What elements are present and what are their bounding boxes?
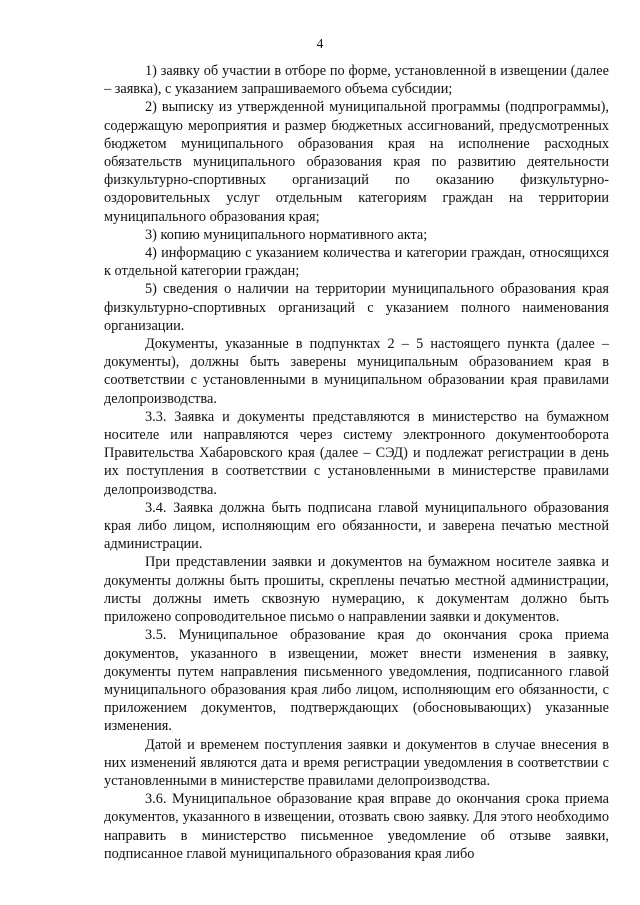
- paragraph-item-1: 1) заявку об участии в отборе по форме, установленной в извещении (далее – заявка), с указанием запрашиваемого объема субсидии;: [104, 63, 609, 98]
- paragraph-item-2: 2) выписку из утвержденной муниципальной программы (подпрограммы), содержащую мероприятия и размер бюджетных ассигнований, предусмотренных бюджетом муниципального образования края на исполнение расходных обязательств муниципального образования края по развитию деятельности физкультурно-спортивных организаций по оказанию физкультурно-оздоровительных услуг отдельным категориям граждан на территории муниципального образования края;: [104, 99, 609, 225]
- paragraph-item-4: 4) информацию с указанием количества и категории граждан, относящихся к отдельной категории граждан;: [104, 245, 609, 280]
- paragraph-3-6: 3.6. Муниципальное образование края вправе до окончания срока приема документов, указанного в извещении, отозвать свою заявку. Для этого необходимо направить в министерство письменное уведомление об отзыве заявки, подписанное главой муниципального образования края либо: [104, 791, 609, 862]
- paragraph-3-3: 3.3. Заявка и документы представляются в министерство на бумажном носителе или направляются через систему электронного документооборота Правительства Хабаровского края (далее – СЭД) и подлежат регистрации в день их поступления в соответствии с установленными в министерстве правилами делопроизводства.: [104, 408, 609, 498]
- paragraph-3-4: 3.4. Заявка должна быть подписана главой муниципального образования края либо лицом, исполняющим его обязанности, и заверена печатью местной администрации.: [104, 499, 609, 553]
- paragraph-item-5: 5) сведения о наличии на территории муниципального образования края физкультурно-спортивных организаций с указанием полного наименования организации.: [104, 281, 609, 334]
- paragraph-receipt-date: Датой и временем поступления заявки и документов в случае внесения в них изменений являются дата и время регистрации уведомления в соответствии с установленными в министерстве правилами делопроизводства.: [104, 736, 609, 789]
- page-number: 4: [316, 36, 324, 51]
- document-body: [104, 62, 609, 863]
- paragraph-item-3: 3) копию муниципального нормативного акта;: [145, 226, 428, 243]
- paragraph-documents: Документы, указанные в подпунктах 2 – 5 настоящего пункта (далее – документы), должны быть заверены муниципальным образованием края в соответствии с установленными в муниципальном образовании края правилами делопроизводства.: [104, 336, 609, 407]
- paragraph-paper-submission: При представлении заявки и документов на бумажном носителе заявка и документы должны быть прошиты, скреплены печатью местной администрации, листы должны иметь сквозную нумерацию, к документам должно быть приложено сопроводительное письмо о направлении заявки и документов.: [104, 554, 609, 626]
- paragraph-3-5: 3.5. Муниципальное образование края до окончания срока приема документов, указанного в извещении, может внести изменения в заявку, документы путем направления письменного уведомления, подписанного главой муниципального образования края либо лицом, исполняющим его обязанности, с приложением документов, подтверждающих (обосновывающих) указанные изменения.: [104, 627, 609, 735]
